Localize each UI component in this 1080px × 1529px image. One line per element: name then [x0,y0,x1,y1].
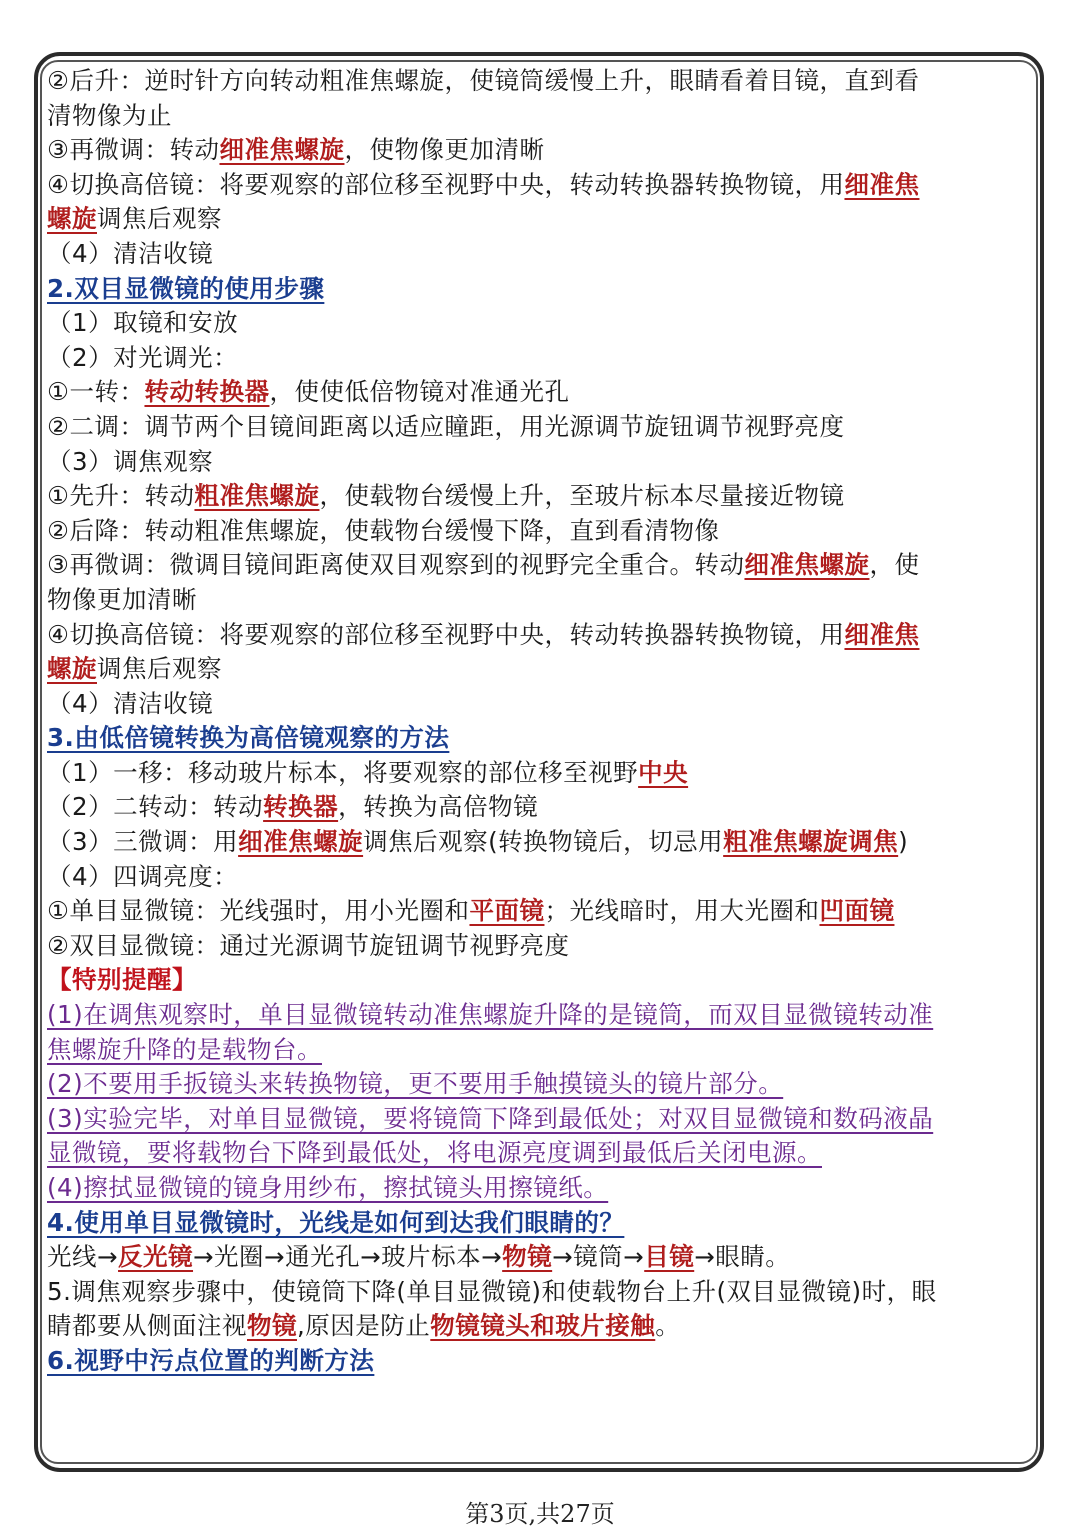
body-text: 睛都要从侧面注视 [47,1311,247,1341]
text-line [47,410,1037,445]
text-line [47,99,1037,134]
highlighted-term: 粗准焦螺旋调焦 [723,827,899,857]
text-line [47,860,1037,895]
body-text: ) [898,827,909,857]
text-line [47,998,1037,1033]
text-line [47,1033,1037,1068]
highlighted-term: 平面镜 [469,896,545,926]
text-line [47,514,1037,549]
text-line [47,306,1037,341]
text-line [47,375,1037,410]
highlighted-term: 细准焦螺旋 [219,135,345,165]
body-text: （4）清洁收镜 [47,238,214,268]
text-line [47,202,1037,237]
body-text: ，转换为高倍物镜 [338,792,539,822]
text-line [47,894,1037,929]
body-text: （4）四调亮度： [47,861,239,891]
page-footer: 第3页,共27页 [465,1500,615,1528]
body-text: ，使 [869,550,920,580]
text-line [47,1067,1037,1102]
section-heading: 4.使用单目显微镜时，光线是如何到达我们眼睛的？ [47,1207,625,1237]
body-text: （4）清洁收镜 [47,688,214,718]
body-text: ②后降：转动粗准焦螺旋，使载物台缓慢下降，直到看清物像 [47,515,720,545]
text-line [47,1171,1037,1206]
highlighted-term: 细准焦螺旋 [744,550,870,580]
highlighted-term: 中央 [638,757,689,787]
body-text: ①先升：转动 [47,481,195,511]
body-text: （2）对光调光： [47,342,239,372]
highlighted-term: 粗准焦螺旋 [194,481,320,511]
highlighted-term: 细准焦 [844,169,920,199]
body-text: ；光线暗时，用大光圈和 [544,896,820,926]
text-line [47,618,1037,653]
body-text: ，使使低倍物镜对准通光孔 [269,377,570,407]
section-heading: 6.视野中污点位置的判断方法 [47,1345,375,1375]
reminder-text: (4)擦拭显微镜的镜身用纱布，擦拭镜头用擦镜纸。 [47,1173,609,1202]
highlighted-term: 细准焦螺旋 [238,827,364,857]
body-text: ③再微调：转动 [47,135,220,165]
text-line [47,168,1037,203]
body-text: 调焦后观察(转换物镜后，切忌用 [363,827,724,857]
body-text: →镜筒→ [552,1242,645,1272]
highlighted-term: 转动转换器 [144,377,270,407]
body-text: ，使物像更加清晰 [344,135,545,165]
highlighted-term: 反光镜 [118,1242,194,1272]
body-text: （2）二转动：转动 [47,792,264,822]
text-line [47,1240,1037,1275]
body-text: 。 [655,1311,681,1341]
body-text: ②后升：逆时针方向转动粗准焦螺旋，使镜筒缓慢上升，眼睛看着目镜，直到看 [47,66,920,95]
text-line [47,652,1037,687]
text-line [47,64,1037,99]
section-heading: 2.双目显微镜的使用步骤 [47,273,325,303]
text-line [47,825,1037,860]
body-text: →眼睛。 [694,1242,791,1272]
highlighted-term: 目镜 [644,1242,695,1272]
highlighted-term: 螺旋 [47,204,97,234]
reminder-text: (3)实验完毕，对单目显微镜，要将镜筒下降到最低处；对双目显微镜和数码液晶 [47,1103,934,1133]
text-line [47,548,1037,583]
body-text: （1）一移：移动玻片标本，将要观察的部位移至视野 [47,757,639,787]
highlighted-term: 细准焦 [844,619,920,649]
body-text: ①单目显微镜：光线强时，用小光圈和 [47,896,470,926]
body-text: 调焦后观察 [97,204,222,234]
highlighted-term: 物镜 [247,1311,297,1341]
highlighted-term: 凹面镜 [819,896,895,926]
text-line [47,1102,1037,1137]
body-text: ①一转： [47,377,145,407]
body-text: （3）调焦观察 [47,446,214,476]
body-text: ,原因是防止 [297,1311,431,1341]
text-line [47,687,1037,722]
text-line [47,583,1037,618]
section-heading: 3.由低倍镜转换为高倍镜观察的方法 [47,723,450,753]
text-line [47,1275,1037,1310]
text-line [47,790,1037,825]
highlighted-term: 物镜 [502,1242,553,1272]
text-line [47,445,1037,480]
body-text: ②双目显微镜：通过光源调节旋钮调节视野亮度 [47,930,570,960]
text-line [47,133,1037,168]
highlighted-term: 螺旋 [47,654,97,684]
text-line [47,1206,1037,1241]
body-text: （3）三微调：用 [47,827,239,857]
text-line [47,341,1037,376]
text-line [47,929,1037,964]
highlighted-term: 物镜镜头和玻片接触 [430,1311,656,1341]
reminder-text: 显微镜，要将载物台下降到最低处，将电源亮度调到最低后关闭电源。 [47,1138,822,1168]
reminder-text: 焦螺旋升降的是载物台。 [47,1034,322,1064]
text-line [47,1309,1037,1344]
body-text: ，使载物台缓慢上升，至玻片标本尽量接近物镜 [319,481,845,511]
text-line [47,1136,1037,1171]
body-text: 物像更加清晰 [47,584,197,614]
body-text: 光线→ [47,1242,119,1272]
text-line [47,963,1037,998]
highlighted-term: 转换器 [263,792,339,822]
text-line [47,721,1037,756]
body-text: 清物像为止 [47,100,172,130]
reminder-text: (1)在调焦观察时，单目显微镜转动准焦螺旋升降的是镜筒，而双目显微镜转动准 [47,1000,934,1030]
body-text: （1）取镜和安放 [47,308,239,338]
document-body [47,64,1037,1379]
body-text: 调焦后观察 [97,654,222,684]
body-text: ③再微调：微调目镜间距离使双目观察到的视野完全重合。转动 [47,550,745,580]
text-line [47,272,1037,307]
body-text: ④切换高倍镜：将要观察的部位移至视野中央，转动转换器转换物镜，用 [47,169,845,199]
text-line [47,756,1037,791]
reminder-text: (2)不要用手扳镜头来转换物镜，更不要用手触摸镜头的镜片部分。 [47,1069,784,1099]
reminder-heading: 【特别提醒】 [47,965,197,995]
body-text: 5.调焦观察步骤中，使镜筒下降(单目显微镜)和使载物台上升(双目显微镜)时，眼 [47,1276,937,1306]
text-line [47,237,1037,272]
body-text: ②二调：调节两个目镜间距离以适应瞳距，用光源调节旋钮调节视野亮度 [47,411,845,441]
text-line [47,479,1037,514]
body-text: →光圈→通光孔→玻片标本→ [193,1242,503,1272]
text-line [47,1344,1037,1379]
body-text: ④切换高倍镜：将要观察的部位移至视野中央，转动转换器转换物镜，用 [47,619,845,649]
